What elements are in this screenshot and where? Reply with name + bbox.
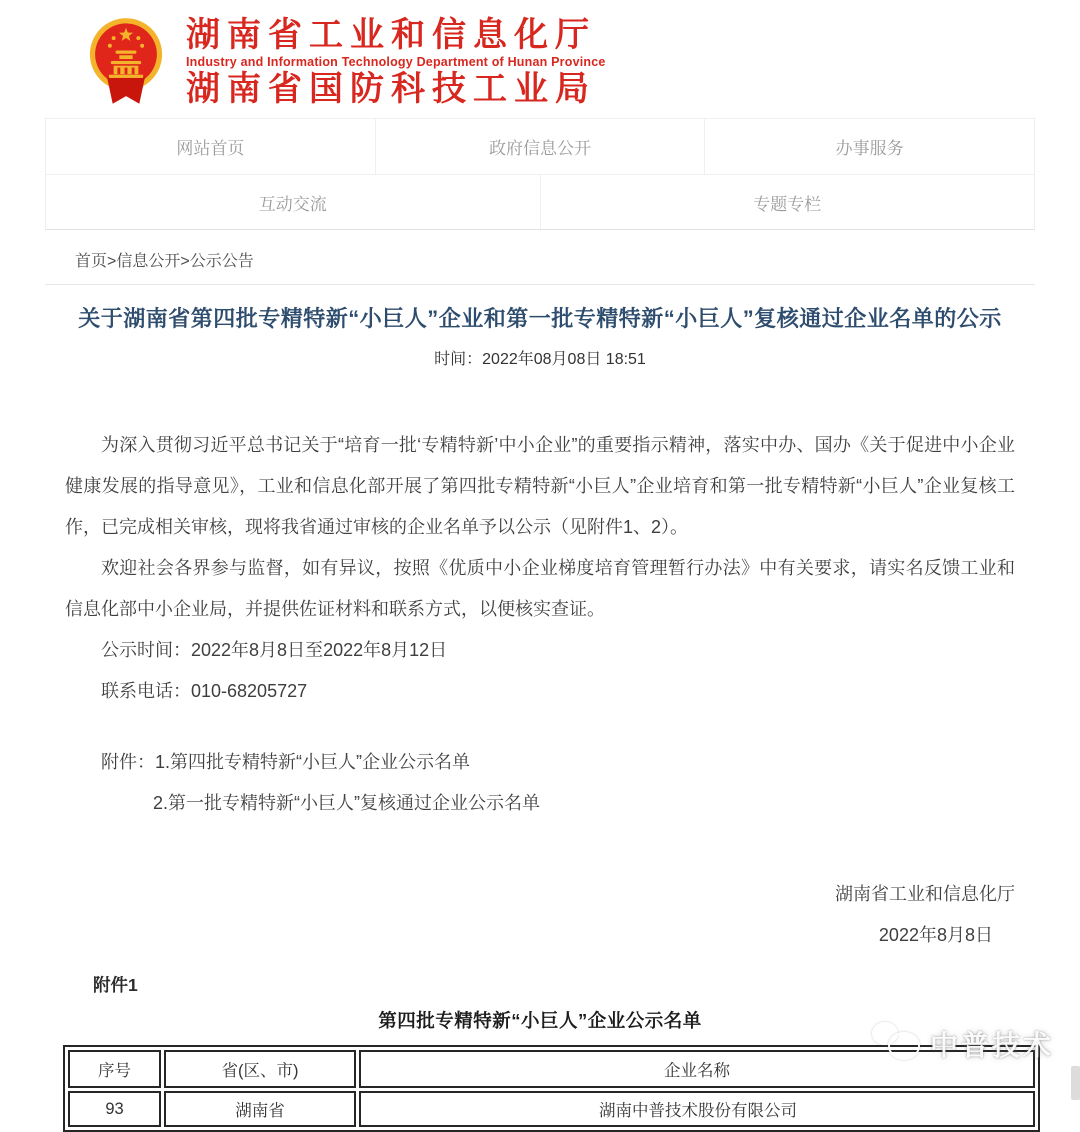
cell-no: 93 bbox=[68, 1091, 161, 1127]
enterprise-table bbox=[63, 1045, 1040, 1132]
spacer bbox=[65, 712, 1015, 742]
nav-item-services[interactable]: 办事服务 bbox=[704, 119, 1034, 174]
signature-org: 湖南省工业和信息化厅 bbox=[835, 884, 1015, 904]
breadcrumb-bar bbox=[45, 230, 1035, 285]
nav-row-2 bbox=[46, 174, 1034, 229]
table-row bbox=[68, 1091, 1035, 1127]
main-nav bbox=[45, 118, 1035, 230]
org-title-line2: 湖南省国防科技工业局 bbox=[186, 70, 596, 109]
publicity-period: 公示时间：2022年8月8日至2022年8月12日 bbox=[101, 640, 448, 660]
annex-label: 附件1 bbox=[93, 975, 138, 995]
publish-time: 时间：2022年08月08日 18:51 bbox=[434, 351, 646, 368]
signature-block bbox=[65, 874, 1015, 956]
table-header-row bbox=[68, 1050, 1035, 1088]
table-header-name: 企业名称 bbox=[359, 1050, 1035, 1088]
signature-date: 2022年8月8日 bbox=[878, 925, 993, 945]
national-emblem-icon bbox=[88, 14, 164, 106]
cell-enterprise-name: 湖南中普技术股份有限公司 bbox=[359, 1091, 1035, 1127]
org-title-block bbox=[186, 14, 606, 108]
paragraph-1: 为深入贯彻习近平总书记关于“培育一批‘专精特新’中小企业”的重要指示精神，落实中办、国办《关于促进中小企业健康发展的指导意见》，工业和信息化部开展了第四批专精特新“小巨人”企业培育和第一批专精特新“小巨人”企业复核工作，已完成相关审核，现将我省通过审核的企业名单予以公示（见附件1、2）。 bbox=[65, 435, 1015, 537]
nav-row-1 bbox=[46, 119, 1034, 174]
nav-item-home[interactable]: 网站首页 bbox=[46, 119, 375, 174]
table-header-no: 序号 bbox=[68, 1050, 161, 1088]
org-subtitle-en: Industry and Information Technology Department of Hunan Province bbox=[186, 55, 606, 70]
watermark-text: 中普技术 bbox=[929, 1030, 1054, 1061]
site-header bbox=[0, 0, 1080, 118]
annex-table-title: 第四批专精特新“小巨人”企业公示名单 bbox=[378, 1010, 702, 1031]
nav-item-special-columns[interactable]: 专题专栏 bbox=[540, 175, 1035, 229]
breadcrumb[interactable]: 首页>信息公开>公示公告 bbox=[75, 253, 254, 270]
org-title-line1: 湖南省工业和信息化厅 bbox=[186, 16, 596, 54]
nav-item-gov-info[interactable]: 政府信息公开 bbox=[375, 119, 705, 174]
article-body bbox=[65, 425, 1015, 956]
nav-item-interaction[interactable]: 互动交流 bbox=[46, 175, 540, 229]
table-header-region: 省(区、市) bbox=[164, 1050, 356, 1088]
contact-phone: 联系电话：010-68205727 bbox=[101, 681, 308, 701]
scrollbar-thumb[interactable] bbox=[1071, 1066, 1080, 1100]
paragraph-2: 欢迎社会各界参与监督，如有异议，按照《优质中小企业梯度培育管理暂行办法》中有关要求，请实名反馈工业和信息化部中小企业局，并提供佐证材料和联系方式，以便核实查证。 bbox=[65, 558, 1015, 619]
page-title: 关于湖南省第四批专精特新“小巨人”企业和第一批专精特新“小巨人”复核通过企业名单的公示 bbox=[78, 306, 1002, 331]
cell-region: 湖南省 bbox=[164, 1091, 356, 1127]
attachment-line-1: 附件：1.第四批专精特新“小巨人”企业公示名单 bbox=[101, 752, 470, 772]
attachment-line-2: 2.第一批专精特新“小巨人”复核通过企业公示名单 bbox=[153, 793, 540, 813]
